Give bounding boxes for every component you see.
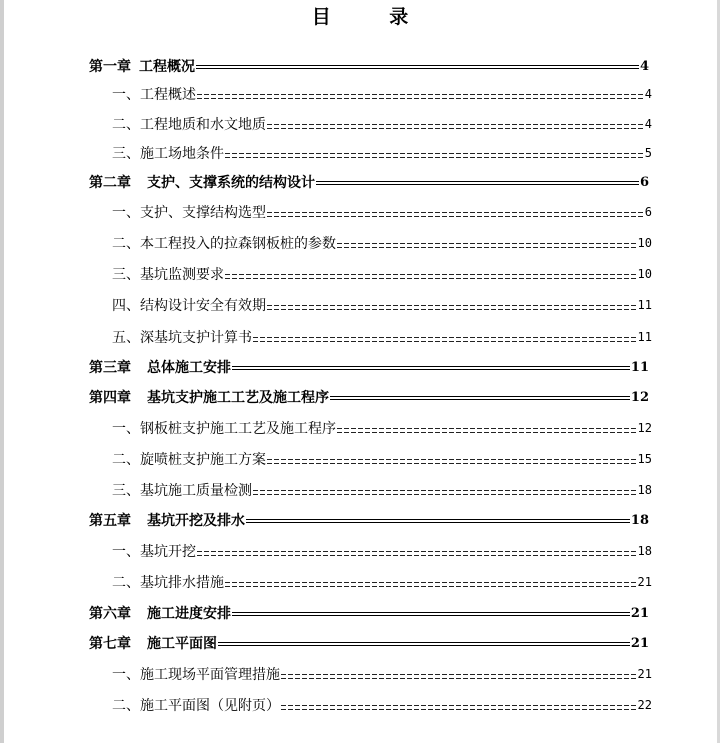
page-number: 6 <box>639 174 649 190</box>
entry-title: 二、本工程投入的拉森钢板桩的参数 <box>112 236 336 252</box>
entry-title: 一、钢板桩支护施工工艺及施工程序 <box>112 421 336 437</box>
leader-line <box>267 305 637 310</box>
page-number: 21 <box>630 635 649 651</box>
entry-title: 一、施工现场平面管理措施 <box>112 667 280 683</box>
page-number: 18 <box>637 544 652 558</box>
entry-title: 施工平面图 <box>147 636 217 652</box>
page-number: 5 <box>644 146 652 160</box>
entry-title: 二、基坑排水措施 <box>112 575 224 591</box>
leader-line <box>281 674 637 679</box>
toc-section-entry[interactable] <box>112 326 652 348</box>
leader-line <box>197 94 644 99</box>
entry-title: 支护、支撑系统的结构设计 <box>147 175 315 191</box>
chapter-number: 第一章 <box>89 59 131 75</box>
page-number: 11 <box>637 330 652 344</box>
page-number: 10 <box>637 236 652 250</box>
leader-line <box>267 124 644 129</box>
page-number: 4 <box>644 117 652 131</box>
toc-title: 目 录 <box>311 6 435 28</box>
entry-title: 一、工程概述 <box>112 87 196 103</box>
page-number: 12 <box>637 421 652 435</box>
toc-section-entry[interactable] <box>112 201 652 223</box>
page-number: 15 <box>637 452 652 466</box>
toc-section-entry[interactable] <box>112 571 652 593</box>
page-number: 11 <box>637 298 652 312</box>
page-number: 21 <box>637 667 652 681</box>
toc-section-entry[interactable] <box>112 232 652 254</box>
page-number: 18 <box>637 483 652 497</box>
toc-section-entry[interactable] <box>112 142 652 164</box>
toc-section-entry[interactable] <box>112 83 652 105</box>
entry-title: 三、基坑监测要求 <box>112 267 224 283</box>
leader-line <box>232 366 630 370</box>
entry-title: 三、施工场地条件 <box>112 146 224 162</box>
leader-line <box>196 65 639 69</box>
leader-line <box>218 642 630 646</box>
toc-chapter-entry[interactable] <box>89 632 649 654</box>
leader-line <box>225 274 637 279</box>
page-number: 11 <box>630 359 649 375</box>
leader-line <box>225 582 637 587</box>
entry-title: 一、支护、支撑结构选型 <box>112 205 266 221</box>
toc-chapter-entry[interactable] <box>89 171 649 193</box>
page-number: 6 <box>644 205 652 219</box>
leader-line <box>197 551 637 556</box>
leader-line <box>330 396 630 400</box>
toc-section-entry[interactable] <box>112 479 652 501</box>
leader-line <box>337 243 637 248</box>
toc-section-entry[interactable] <box>112 294 652 316</box>
toc-chapter-entry[interactable] <box>89 509 649 531</box>
toc-section-entry[interactable] <box>112 694 652 716</box>
leader-line <box>253 337 637 342</box>
entry-title: 一、基坑开挖 <box>112 544 196 560</box>
entry-title: 基坑支护施工工艺及施工程序 <box>147 390 329 406</box>
page-number: 21 <box>637 575 652 589</box>
chapter-number: 第三章 <box>89 360 131 376</box>
toc-section-entry[interactable] <box>112 663 652 685</box>
leader-line <box>232 612 630 616</box>
entry-title: 二、旋喷桩支护施工方案 <box>112 452 266 468</box>
chapter-number: 第六章 <box>89 606 131 622</box>
toc-section-entry[interactable] <box>112 263 652 285</box>
toc-chapter-entry[interactable] <box>89 386 649 408</box>
toc-section-entry[interactable] <box>112 417 652 439</box>
entry-title: 工程概况 <box>139 59 195 75</box>
chapter-number: 第四章 <box>89 390 131 406</box>
entry-title: 二、工程地质和水文地质 <box>112 117 266 133</box>
page-number: 4 <box>644 87 652 101</box>
toc-chapter-entry[interactable] <box>89 55 649 77</box>
toc-section-entry[interactable] <box>112 540 652 562</box>
entry-title: 二、施工平面图（见附页） <box>112 698 280 714</box>
chapter-number: 第二章 <box>89 175 131 191</box>
entry-title: 四、结构设计安全有效期 <box>112 298 266 314</box>
leader-line <box>316 181 639 185</box>
page-number: 18 <box>630 512 649 528</box>
toc-chapter-entry[interactable] <box>89 602 649 624</box>
entry-title: 施工进度安排 <box>147 606 231 622</box>
entry-title: 三、基坑施工质量检测 <box>112 483 252 499</box>
toc-section-entry[interactable] <box>112 448 652 470</box>
page-number: 10 <box>637 267 652 281</box>
leader-line <box>246 519 630 523</box>
toc-section-entry[interactable] <box>112 113 652 135</box>
page-number: 21 <box>630 605 649 621</box>
page-left-edge <box>0 0 4 743</box>
leader-line <box>225 153 644 158</box>
leader-line <box>267 459 637 464</box>
page-number: 22 <box>637 698 652 712</box>
chapter-number: 第五章 <box>89 513 131 529</box>
entry-title: 五、深基坑支护计算书 <box>112 330 252 346</box>
entry-title: 基坑开挖及排水 <box>147 513 245 529</box>
leader-line <box>281 705 637 710</box>
page-number: 12 <box>630 389 649 405</box>
leader-line <box>253 490 637 495</box>
chapter-number: 第七章 <box>89 636 131 652</box>
page-number: 4 <box>639 58 649 74</box>
leader-line <box>267 212 644 217</box>
leader-line <box>337 428 637 433</box>
toc-chapter-entry[interactable] <box>89 356 649 378</box>
entry-title: 总体施工安排 <box>147 360 231 376</box>
